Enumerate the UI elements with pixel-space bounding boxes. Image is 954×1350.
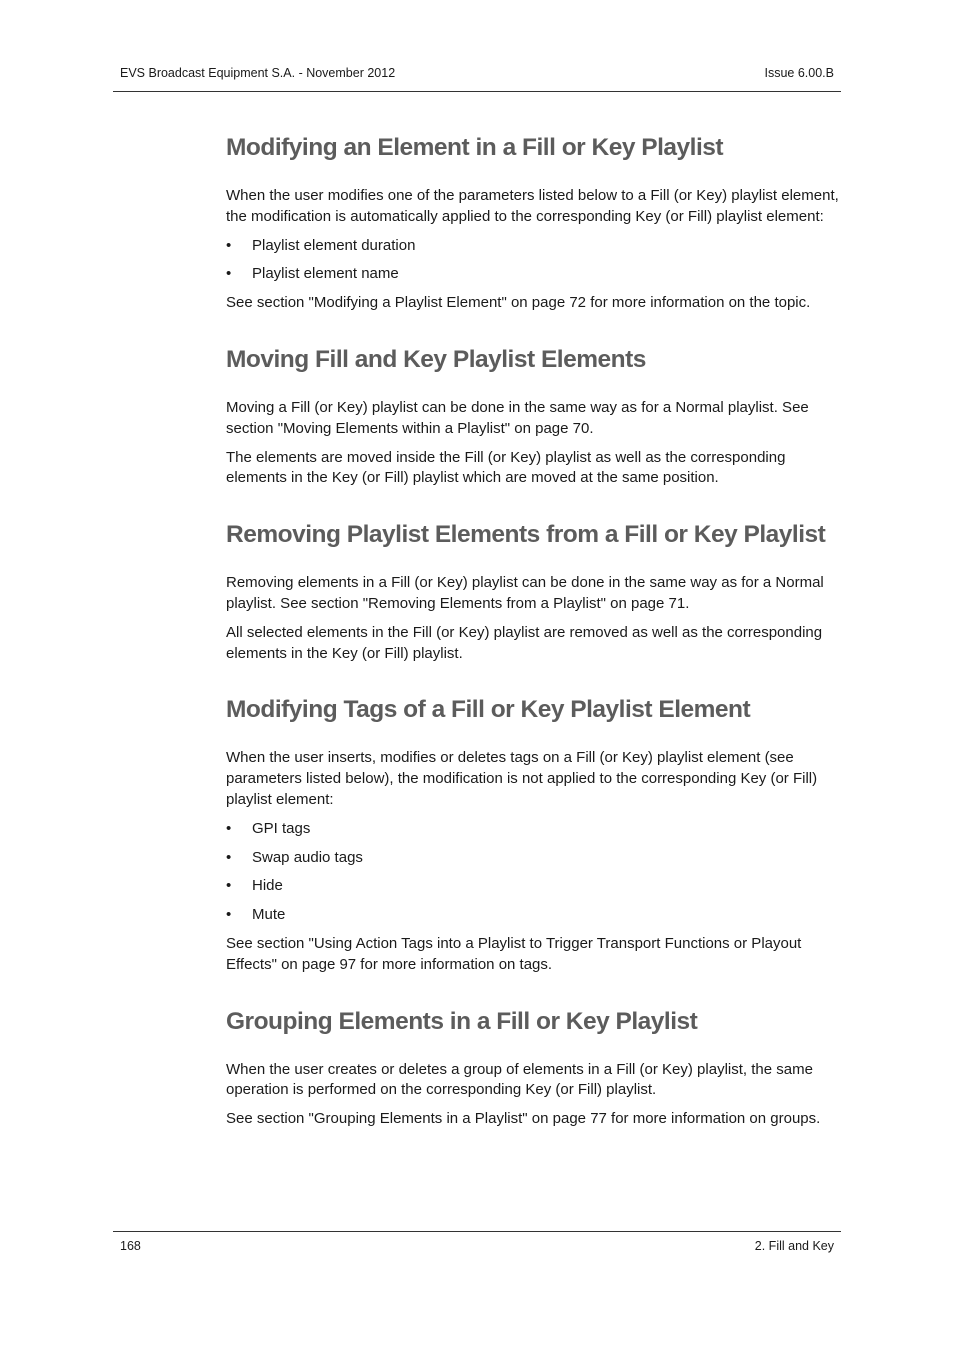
paragraph: When the user creates or deletes a group of elements in a Fill (or Key) playlist, the same operation is performed on the corresponding Key (or Fill) playlist.	[226, 1060, 813, 1099]
list-item: • Swap audio tags	[226, 848, 841, 869]
list-item: • Mute	[226, 905, 841, 926]
bullet-icon: •	[226, 848, 232, 866]
bullet-icon: •	[226, 906, 232, 924]
header-issue: Issue 6.00.B	[764, 66, 834, 80]
paragraph: See section "Modifying a Playlist Element" on page 72 for more information on the topic.	[226, 294, 811, 312]
section-modifying-tags	[226, 692, 841, 975]
paragraph: Moving a Fill (or Key) playlist can be done in the same way as for a Normal playlist. See section "Moving Elements within a Playlist" on page 70.	[226, 398, 809, 437]
header-publisher: EVS Broadcast Equipment S.A. - November 2012	[120, 66, 396, 80]
section-heading: Grouping Elements in a Fill or Key Playlist	[226, 1007, 698, 1035]
section-removing-elements	[226, 517, 841, 664]
page-footer	[113, 1231, 841, 1253]
paragraph: See section "Using Action Tags into a Playlist to Trigger Transport Functions or Playout Effects" on page 97 for more information on tags.	[226, 934, 802, 973]
bullet-icon: •	[226, 236, 232, 254]
page-header	[113, 64, 841, 92]
list-item: • GPI tags	[226, 819, 841, 840]
section-grouping-elements	[226, 1004, 841, 1130]
list-item: • Hide	[226, 876, 841, 897]
list-item: • Playlist element name	[226, 264, 841, 285]
section-heading: Moving Fill and Key Playlist Elements	[226, 345, 646, 373]
paragraph: When the user inserts, modifies or deletes tags on a Fill (or Key) playlist element (see parameters listed below), the modification is not applied to the corresponding Key (or Fill) playlist element:	[226, 749, 818, 808]
chapter-title: 2. Fill and Key	[754, 1239, 834, 1253]
paragraph: The elements are moved inside the Fill (or Key) playlist as well as the corresponding elements in the Key (or Fill) playlist which are moved at the same position.	[226, 448, 786, 487]
section-modifying-element	[226, 130, 841, 314]
paragraph: All selected elements in the Fill (or Key) playlist are removed as well as the corresponding elements in the Key (or Fill) playlist.	[226, 623, 823, 662]
paragraph: When the user modifies one of the parameters listed below to a Fill (or Key) playlist element, the modification is automatically applied to the corresponding Key (or Fill) playlist element:	[226, 187, 839, 225]
bullet-icon: •	[226, 819, 232, 837]
page-number: 168	[120, 1239, 141, 1253]
section-heading: Modifying an Element in a Fill or Key Playlist	[226, 134, 724, 161]
page-content	[226, 130, 841, 1158]
paragraph: See section "Grouping Elements in a Playlist" on page 77 for more information on groups.	[226, 1110, 821, 1128]
bullet-icon: •	[226, 877, 232, 895]
bullet-list	[226, 819, 841, 926]
paragraph: Removing elements in a Fill (or Key) playlist can be done in the same way as for a Normal playlist. See section "Removing Elements from a Playlist" on page 71.	[226, 574, 824, 612]
bullet-list	[226, 236, 841, 286]
section-heading: Removing Playlist Elements from a Fill or Key Playlist	[226, 521, 826, 549]
section-moving-elements	[226, 342, 841, 489]
bullet-icon: •	[226, 265, 232, 283]
section-heading: Modifying Tags of a Fill or Key Playlist Element	[226, 696, 751, 724]
list-item: • Playlist element duration	[226, 236, 841, 257]
